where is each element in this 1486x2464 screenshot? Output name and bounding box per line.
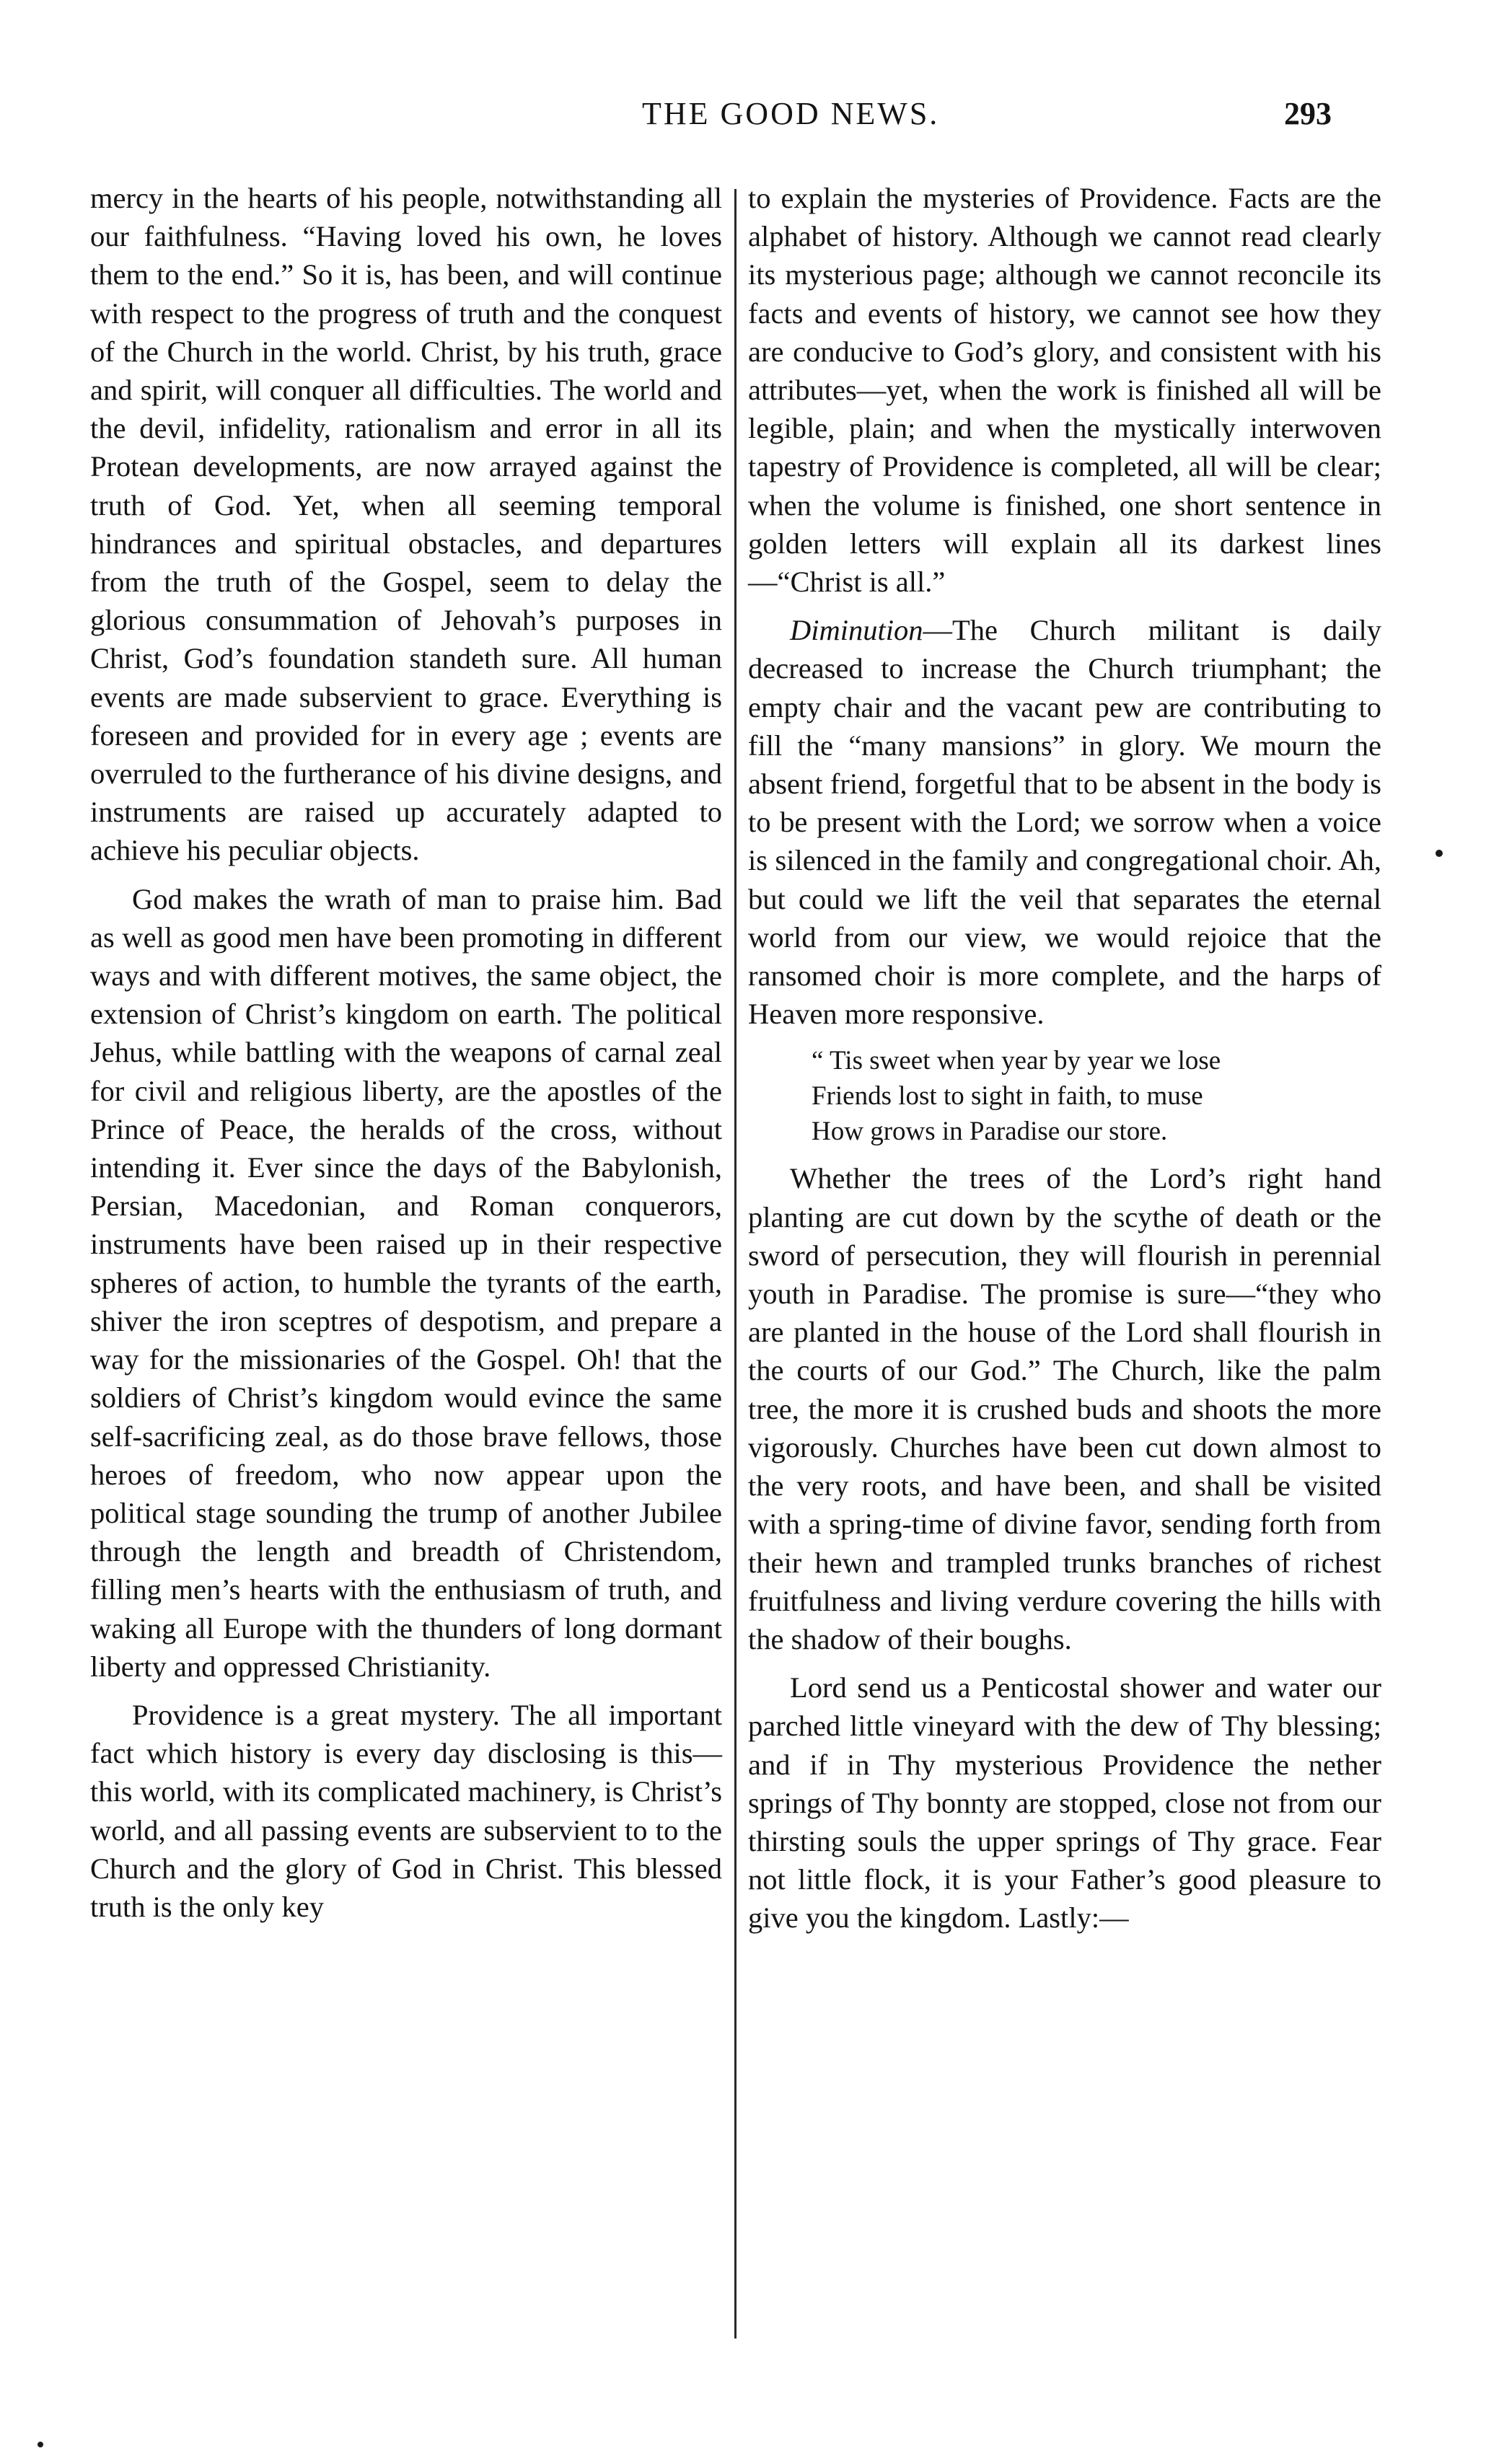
right-paragraph-3: Whether the trees of the Lord’s right hand planting are cut down by the scythe of death or the sword of persecution, they will flourish in perennial youth in Paradise. The promise is sure—“they who are planted in the house of the Lord shall flourish in the courts of our God.” The Church, like the palm tree, the more it is crushed buds and shoots the more vigorously. Churches have been cut down almost to the very roots, and have been, and shall be visited with a spring-time of divine favor, sending forth from their hewn and trampled trunks branches of richest fruitfulness and living verdure covering the hills with the shadow of their boughs.: [748, 1162, 1381, 1655]
left-column: [90, 179, 722, 1926]
page-header: [0, 92, 1486, 150]
right-paragraph-1: to explain the mysteries of Providence. Facts are the alphabet of history. Although we cannot read clearly its mysterious page; although we cannot reconcile its facts and events of history, we cannot see how they are conducive to God’s glory, and consistent with his attributes—yet, when the work is finished all will be legible, plain; and when the mystically interwoven tapestry of Providence is completed, all will be clear; when the volume is finished, one short sentence in golden letters will explain all its darkest lines—“Christ is all.”: [748, 182, 1381, 599]
page-number: 293: [1284, 96, 1332, 131]
corner-ink-mark: [38, 2442, 43, 2447]
left-paragraph-1: mercy in the hearts of his people, notwithstanding all our faithfulness. “Having loved his own, he loves them to the end.” So it is, has been, and will continue with respect to the progress of truth and the conquest of the Church in the world. Christ, by his truth, grace and spirit, will conquer all difficulties. The world and the devil, infidelity, rationalism and error in all its Protean developments, are now arrayed against the truth of God. Yet, when all seeming temporal hindrances and spiritual obstacles, and departures from the truth of the Gospel, seem to delay the glorious consummation of Jehovah’s purposes in Christ, God’s foundation standeth sure. All human events are made subservient to grace. Everything is foreseen and provided for in every age ; events are overruled to the furtherance of his divine designs, and instruments are raised up accurately adapted to achieve his peculiar objects.: [90, 182, 722, 867]
verse-line: “ Tis sweet when year by year we lose: [812, 1046, 1221, 1076]
column-divider: [734, 189, 737, 2338]
verse-quote: [812, 1043, 1381, 1149]
right-paragraph-2: [748, 611, 1381, 1033]
right-column: [748, 179, 1381, 1937]
right-paragraph-2-text: —The Church militant is daily decreased to increase the Church triumphant; the empty chair and the vacant pew are contributing to fill the “many mansions” in glory. We mourn the absent friend, forgetful that to be absent in the body is to be present with the Lord; we sorrow when a voice is silenced in the family and congregational choir. Ah, but could we lift the veil that separates the eternal world from our view, we would rejoice that the ransomed choir is more complete, and the harps of Heaven more responsive.: [748, 614, 1381, 1031]
running-title: THE GOOD NEWS.: [642, 96, 940, 131]
left-paragraph-2: God makes the wrath of man to praise him. Bad as well as good men have been promoting in different ways and with different motives, the same object, the extension of Christ’s kingdom on earth. The political Jehus, while battling with the weapons of carnal zeal for civil and religious liberty, are the apostles of the Prince of Peace, the heralds of the cross, without intending it. Ever since the days of the Babylonish, Persian, Macedonian, and Roman conquerors, instruments have been raised up in their respective spheres of action, to humble the tyrants of the earth, shiver the iron sceptres of despotism, and prepare a way for the missionaries of the Gospel. Oh! that the soldiers of Christ’s kingdom would evince the same self-sacrificing zeal, as do those brave fellows, those heroes of freedom, who now appear upon the political stage sounding the trump of another Jubilee through the length and breadth of Christendom, filling men’s hearts with the enthusiasm of truth, and waking all Europe with the thunders of long dormant liberty and oppressed Christianity.: [90, 882, 722, 1683]
verse-line: Friends lost to sight in faith, to muse: [812, 1081, 1203, 1112]
right-paragraph-4: Lord send us a Penticostal shower and water our parched little vineyard with the dew of Thy blessing; and if in Thy mysterious Providence the nether springs of Thy bonnty are stopped, close not from our thirsting souls the upper springs of Thy grace. Fear not little flock, it is your Father’s good pleasure to give you the kingdom. Lastly:—: [748, 1671, 1381, 1935]
margin-ink-dot: [1436, 850, 1443, 857]
diminution-heading: Diminution: [790, 614, 923, 647]
left-paragraph-3: Providence is a great mystery. The all important fact which history is every day disclosing is this—this world, with its complicated machinery, is Christ’s world, and all passing events are subservient to to the Church and the glory of God in Christ. This blessed truth is the only key: [90, 1698, 722, 1923]
verse-line: How grows in Paradise our store.: [812, 1117, 1168, 1147]
